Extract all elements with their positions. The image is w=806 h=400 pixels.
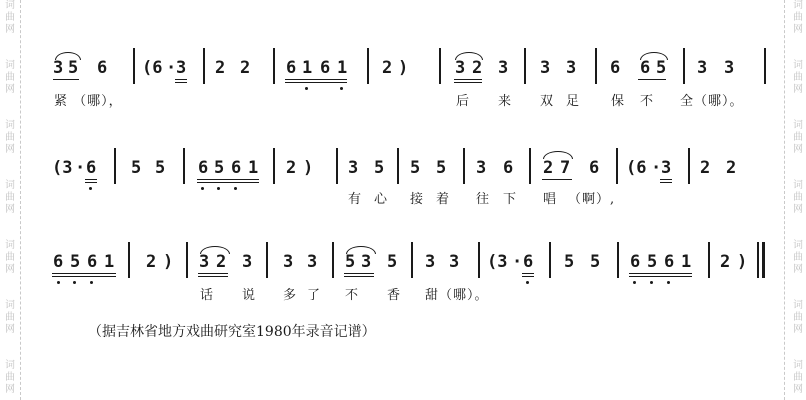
note: 3 <box>449 252 460 272</box>
note: 6 <box>53 252 64 272</box>
note: 6 <box>198 158 209 178</box>
lyric: 接 <box>410 192 425 207</box>
note: 5 <box>155 158 166 178</box>
note: 5 <box>387 252 398 272</box>
barline <box>273 48 275 84</box>
note: (3 <box>487 252 508 272</box>
watermark-char: 网 <box>793 24 803 35</box>
final-barline-thick <box>762 242 765 278</box>
note: 3 <box>697 58 708 78</box>
note: 6 <box>320 58 331 78</box>
note: 6 <box>503 158 514 178</box>
watermark-char: 曲 <box>793 372 803 383</box>
note: 3 <box>566 58 577 78</box>
watermark-char: 词 <box>5 180 15 191</box>
left-dashed-rule <box>20 0 21 400</box>
note: 3 <box>455 58 466 78</box>
note: 5 <box>590 252 601 272</box>
watermark-char: 网 <box>5 84 15 95</box>
note: 5 <box>214 158 225 178</box>
watermark-char: 曲 <box>793 132 803 143</box>
beam <box>52 273 116 274</box>
note: 2 <box>240 58 251 78</box>
barline <box>203 48 205 84</box>
beam <box>344 276 374 277</box>
note: 5 <box>68 58 79 78</box>
lyric: 全（哪）。 <box>680 94 744 109</box>
beam <box>175 82 187 83</box>
watermark-char: 词 <box>5 0 15 11</box>
note: 3 <box>476 158 487 178</box>
lyric: 话 <box>200 288 215 303</box>
note: 3 <box>724 58 735 78</box>
note: 2 <box>720 252 731 272</box>
barline <box>332 242 334 278</box>
watermark-char: 网 <box>793 264 803 275</box>
watermark-char: 网 <box>5 204 15 215</box>
note: 2 <box>543 158 554 178</box>
paren: ) <box>398 58 409 78</box>
watermark-char: 曲 <box>5 312 15 323</box>
lyric: 不 <box>640 94 655 109</box>
watermark-char: 网 <box>5 264 15 275</box>
low-octave-dot <box>73 281 76 284</box>
low-octave-dot <box>526 281 529 284</box>
barline <box>764 48 766 84</box>
watermark-char: 词 <box>5 60 15 71</box>
note: 3 <box>361 252 372 272</box>
note: 6 <box>640 58 651 78</box>
note: 6 <box>523 252 534 272</box>
note: 3 <box>283 252 294 272</box>
note: 3 <box>661 158 672 178</box>
barline <box>336 148 338 184</box>
beam <box>454 79 482 80</box>
note: 6 <box>231 158 242 178</box>
note: 5 <box>436 158 447 178</box>
watermark-char: 词 <box>5 120 15 131</box>
beam <box>197 179 259 180</box>
watermark-char: 曲 <box>5 72 15 83</box>
note: 5 <box>374 158 385 178</box>
watermark-char: 词 <box>793 180 803 191</box>
barline <box>616 148 618 184</box>
note: 3 <box>307 252 318 272</box>
note: 3 <box>540 58 551 78</box>
watermark-char: 曲 <box>793 12 803 23</box>
dot: · <box>651 158 662 178</box>
watermark-char: 词 <box>5 360 15 371</box>
low-octave-dot <box>201 187 204 190</box>
watermark-char: 词 <box>793 120 803 131</box>
beam <box>85 179 97 180</box>
low-octave-dot <box>90 281 93 284</box>
note: 3 <box>498 58 509 78</box>
lyric: 足 <box>566 94 581 109</box>
dot: · <box>166 58 177 78</box>
beam <box>542 179 572 180</box>
beam <box>454 82 482 83</box>
watermark-char: 词 <box>793 300 803 311</box>
lyric: 甜（哪）。 <box>425 288 489 303</box>
note: 1 <box>104 252 115 272</box>
watermark-char: 网 <box>793 204 803 215</box>
watermark-char: 网 <box>793 384 803 395</box>
low-octave-dot <box>234 187 237 190</box>
beam <box>344 273 374 274</box>
barline <box>128 242 130 278</box>
final-barline-thin <box>757 242 759 278</box>
note: (6 <box>142 58 163 78</box>
note: 5 <box>564 252 575 272</box>
barline <box>439 48 441 84</box>
dot: · <box>75 158 86 178</box>
watermark-char: 词 <box>5 240 15 251</box>
watermark-char: 曲 <box>793 252 803 263</box>
barline <box>688 148 690 184</box>
watermark-char: 网 <box>5 384 15 395</box>
lyric: 来 <box>498 94 513 109</box>
note: 2 <box>726 158 737 178</box>
note: 5 <box>131 158 142 178</box>
lyric: 双 <box>540 94 555 109</box>
beam <box>638 79 666 80</box>
note: 2 <box>215 58 226 78</box>
lyric: 心 <box>374 192 389 207</box>
beam <box>629 273 692 274</box>
barline <box>114 148 116 184</box>
barline <box>367 48 369 84</box>
lyric: 着 <box>436 192 451 207</box>
note: (3 <box>52 158 73 178</box>
note: 6 <box>664 252 675 272</box>
low-octave-dot <box>57 281 60 284</box>
lyric: 了 <box>307 288 322 303</box>
dot: · <box>512 252 523 272</box>
note: 1 <box>681 252 692 272</box>
barline <box>183 148 185 184</box>
beam <box>198 276 228 277</box>
low-octave-dot <box>89 187 92 190</box>
watermark-char: 网 <box>5 144 15 155</box>
beam <box>198 273 228 274</box>
right-dashed-rule <box>784 0 785 400</box>
note: 6 <box>630 252 641 272</box>
paren: ) <box>163 252 174 272</box>
barline <box>549 242 551 278</box>
barline <box>478 242 480 278</box>
left-watermark-strip <box>0 0 18 400</box>
note: 2 <box>472 58 483 78</box>
note: 2 <box>216 252 227 272</box>
beam <box>660 179 672 180</box>
watermark-char: 网 <box>5 24 15 35</box>
barline <box>397 148 399 184</box>
note: 2 <box>382 58 393 78</box>
note: 3 <box>199 252 210 272</box>
note: 6 <box>87 252 98 272</box>
barline <box>683 48 685 84</box>
note: 3 <box>242 252 253 272</box>
lyric: 多 <box>283 288 298 303</box>
note: 3 <box>425 252 436 272</box>
lyric: 保 <box>611 94 626 109</box>
beam <box>285 82 347 83</box>
beam <box>285 79 347 80</box>
lyric: 香 <box>387 288 402 303</box>
beam <box>175 79 187 80</box>
note: 6 <box>97 58 108 78</box>
low-octave-dot <box>340 87 343 90</box>
note: 2 <box>286 158 297 178</box>
beam <box>85 182 97 183</box>
watermark-char: 词 <box>5 300 15 311</box>
watermark-char: 曲 <box>5 12 15 23</box>
note: 2 <box>700 158 711 178</box>
note: 1 <box>248 158 259 178</box>
barline <box>133 48 135 84</box>
barline <box>186 242 188 278</box>
note: 6 <box>286 58 297 78</box>
barline <box>463 148 465 184</box>
barline <box>617 242 619 278</box>
lyric: 唱 <box>543 192 558 207</box>
note: 3 <box>53 58 64 78</box>
note: 5 <box>70 252 81 272</box>
note: 5 <box>647 252 658 272</box>
beam <box>629 276 692 277</box>
note: 1 <box>337 58 348 78</box>
beam <box>522 273 534 274</box>
barline <box>266 242 268 278</box>
beam <box>660 182 672 183</box>
watermark-char: 曲 <box>5 132 15 143</box>
barline <box>595 48 597 84</box>
note: 3 <box>348 158 359 178</box>
barline <box>529 148 531 184</box>
watermark-char: 曲 <box>793 312 803 323</box>
barline <box>524 48 526 84</box>
lyric: 有 <box>348 192 363 207</box>
watermark-char: 词 <box>793 60 803 71</box>
barline <box>708 242 710 278</box>
barline <box>411 242 413 278</box>
note: 1 <box>302 58 313 78</box>
note: 7 <box>560 158 571 178</box>
watermark-char: 曲 <box>5 192 15 203</box>
watermark-char: 曲 <box>793 192 803 203</box>
watermark-char: 曲 <box>793 72 803 83</box>
lyric: （啊）, <box>568 192 616 207</box>
watermark-char: 网 <box>793 144 803 155</box>
barline <box>273 148 275 184</box>
note: 5 <box>345 252 356 272</box>
lyric: 说 <box>242 288 257 303</box>
low-octave-dot <box>305 87 308 90</box>
lyric: 不 <box>345 288 360 303</box>
right-watermark-strip <box>788 0 806 400</box>
lyric: 下 <box>503 192 518 207</box>
low-octave-dot <box>217 187 220 190</box>
watermark-char: 词 <box>793 0 803 11</box>
eighth-beam <box>53 79 79 80</box>
note: 3 <box>176 58 187 78</box>
low-octave-dot <box>633 281 636 284</box>
low-octave-dot <box>667 281 670 284</box>
paren: ) <box>303 158 314 178</box>
watermark-char: 网 <box>5 324 15 335</box>
note: 5 <box>410 158 421 178</box>
beam <box>52 276 116 277</box>
watermark-char: 词 <box>793 240 803 251</box>
watermark-char: 词 <box>793 360 803 371</box>
lyric: 往 <box>476 192 491 207</box>
paren: ) <box>737 252 748 272</box>
source-footnote: （据吉林省地方戏曲研究室1980年录音记谱） <box>88 324 376 340</box>
note: 6 <box>610 58 621 78</box>
note: 2 <box>146 252 157 272</box>
lyric: 紧 （哪）， <box>54 94 123 109</box>
lyric: 后 <box>456 94 471 109</box>
watermark-char: 曲 <box>5 252 15 263</box>
note: 6 <box>589 158 600 178</box>
note: 5 <box>656 58 667 78</box>
beam <box>197 182 259 183</box>
note: (6 <box>626 158 647 178</box>
beam <box>522 276 534 277</box>
watermark-char: 网 <box>793 324 803 335</box>
low-octave-dot <box>650 281 653 284</box>
note: 6 <box>86 158 97 178</box>
watermark-char: 曲 <box>5 372 15 383</box>
watermark-char: 网 <box>793 84 803 95</box>
